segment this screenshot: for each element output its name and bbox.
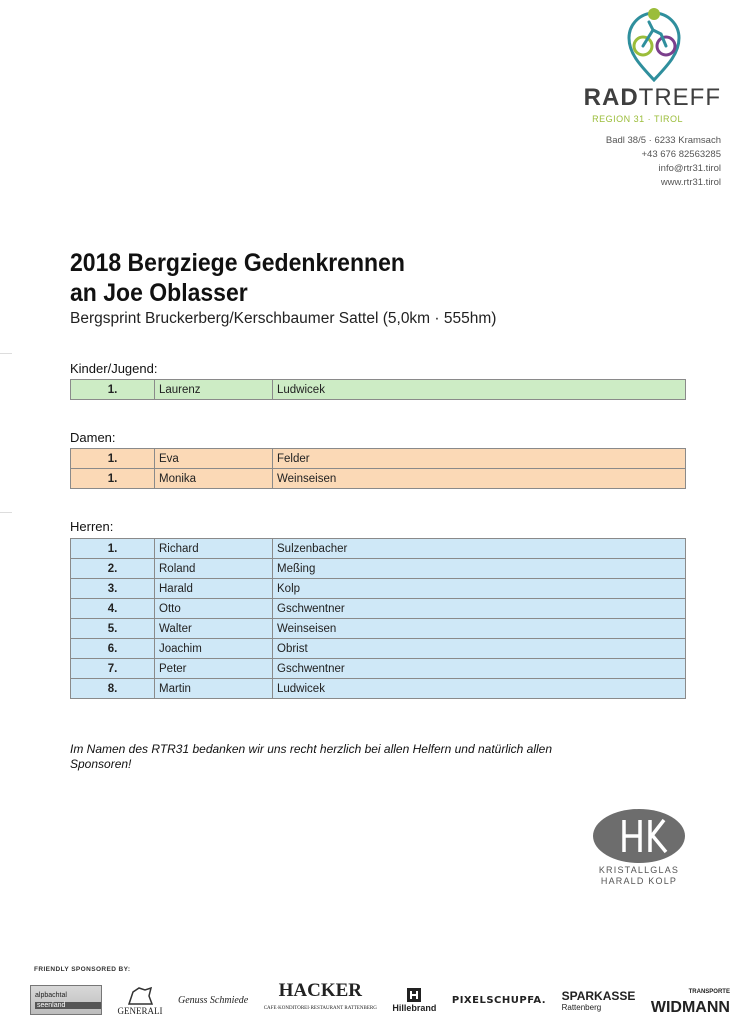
last-name-cell: Kolp <box>273 579 686 599</box>
rank-cell: 7. <box>71 659 155 679</box>
results-table-herren <box>70 538 686 699</box>
sponsor-strip <box>30 982 730 1018</box>
last-name-cell: Gschwentner <box>273 599 686 619</box>
last-name-cell: Ludwicek <box>273 380 686 400</box>
sponsor-hacker-logo <box>264 982 377 1018</box>
section-label-herren: Herren: <box>70 519 114 534</box>
table-row <box>71 679 686 699</box>
first-name-cell: Otto <box>155 599 273 619</box>
first-name-cell: Joachim <box>155 639 273 659</box>
sponsor-pixelschupfa-logo: PIXELSCHUPFA. <box>451 994 547 1006</box>
first-name-cell: Harald <box>155 579 273 599</box>
page-title <box>70 248 405 308</box>
thanks-text <box>70 742 650 772</box>
rank-cell: 2. <box>71 559 155 579</box>
sponsor-hillebrand-logo <box>392 987 436 1013</box>
rank-cell: 1. <box>71 449 155 469</box>
sponsor-sparkasse-name: SPARKASSE <box>561 988 636 1003</box>
brand-name <box>584 84 721 112</box>
last-name-cell: Weinseisen <box>273 619 686 639</box>
kristallglas-line-1: KRISTALLGLAS <box>598 865 680 875</box>
kristallglas-text <box>592 865 686 887</box>
table-row <box>71 659 686 679</box>
brand-name-light: TREFF <box>638 84 721 111</box>
sponsor-widmann-name: WIDMANN <box>650 999 730 1016</box>
section-label-kinder: Kinder/Jugend: <box>70 361 158 376</box>
address-line: Badl 38/5 · 6233 Kramsach <box>605 135 721 146</box>
page-mark <box>0 353 12 354</box>
sponsor-sparkasse-logo <box>562 989 636 1012</box>
brand-name-bold: RAD <box>583 84 639 111</box>
table-row <box>71 559 686 579</box>
section-label-damen: Damen: <box>70 430 116 445</box>
rank-cell: 1. <box>71 380 155 400</box>
radtreff-logo-icon <box>623 4 685 82</box>
first-name-cell: Martin <box>155 679 273 699</box>
sponsor-alpbachtal-top: alpbachtal <box>35 991 67 999</box>
table-row <box>71 469 686 489</box>
title-line-1: 2018 Bergziege Gedenkrennen <box>70 249 405 277</box>
sponsor-alpbachtal-bottom: seenland <box>35 1002 101 1009</box>
email-line: info@rtr31.tirol <box>658 163 721 174</box>
rank-cell: 4. <box>71 599 155 619</box>
first-name-cell: Eva <box>155 449 273 469</box>
kristallglas-line-2: HARALD KOLP <box>600 876 678 886</box>
last-name-cell: Obrist <box>273 639 686 659</box>
sponsor-sparkasse-town: Rattenberg <box>561 1002 602 1012</box>
brand-address <box>606 134 721 190</box>
brand-region: REGION 31 · TIROL <box>592 114 683 124</box>
table-row <box>71 599 686 619</box>
sponsor-hillebrand-name: Hillebrand <box>392 1003 437 1013</box>
last-name-cell: Meßing <box>273 559 686 579</box>
table-row <box>71 380 686 400</box>
sponsor-generali-name: GENERALI <box>117 1006 163 1016</box>
thanks-line-2: Sponsoren! <box>70 757 132 771</box>
last-name-cell: Felder <box>273 449 686 469</box>
phone-line: +43 676 82563285 <box>641 149 721 160</box>
results-table-damen <box>70 448 686 489</box>
first-name-cell: Walter <box>155 619 273 639</box>
last-name-cell: Ludwicek <box>273 679 686 699</box>
results-table-kinder <box>70 379 686 400</box>
rank-cell: 3. <box>71 579 155 599</box>
table-row <box>71 619 686 639</box>
page-subtitle: Bergsprint Bruckerberg/Kerschbaumer Sattel (5,0km · 555hm) <box>70 310 497 327</box>
lion-icon <box>125 984 155 1006</box>
last-name-cell: Weinseisen <box>273 469 686 489</box>
rank-cell: 6. <box>71 639 155 659</box>
table-row <box>71 539 686 559</box>
sponsor-genuss-logo: Genuss Schmiede <box>177 994 249 1006</box>
table-row <box>71 579 686 599</box>
last-name-cell: Gschwentner <box>273 659 686 679</box>
first-name-cell: Roland <box>155 559 273 579</box>
website-line: www.rtr31.tirol <box>660 177 721 188</box>
table-row <box>71 639 686 659</box>
sponsor-widmann-logo <box>651 984 730 1016</box>
sponsor-widmann-top: TRANSPORTE <box>688 989 730 995</box>
rank-cell: 5. <box>71 619 155 639</box>
rank-cell: 8. <box>71 679 155 699</box>
kristallglas-logo-icon <box>592 808 686 864</box>
first-name-cell: Monika <box>155 469 273 489</box>
rank-cell: 1. <box>71 539 155 559</box>
rank-cell: 1. <box>71 469 155 489</box>
sponsor-alpbachtal-logo <box>30 985 102 1015</box>
first-name-cell: Richard <box>155 539 273 559</box>
title-line-2: an Joe Oblasser <box>70 279 248 307</box>
sponsor-label: FRIENDLY SPONSORED BY: <box>34 966 131 973</box>
sponsor-hacker-name: HACKER <box>278 980 362 1001</box>
sponsor-hacker-tag: CAFE·KONDITOREI·RESTAURANT RATTENBERG <box>263 1006 377 1011</box>
page-mark <box>0 512 12 513</box>
first-name-cell: Laurenz <box>155 380 273 400</box>
last-name-cell: Sulzenbacher <box>273 539 686 559</box>
thanks-line-1: Im Namen des RTR31 bedanken wir uns recht herzlich bei allen Helfern und natürlich allen <box>70 742 553 756</box>
sponsor-generali-logo <box>117 984 162 1016</box>
first-name-cell: Peter <box>155 659 273 679</box>
hillebrand-h-icon <box>406 987 422 1003</box>
table-row <box>71 449 686 469</box>
